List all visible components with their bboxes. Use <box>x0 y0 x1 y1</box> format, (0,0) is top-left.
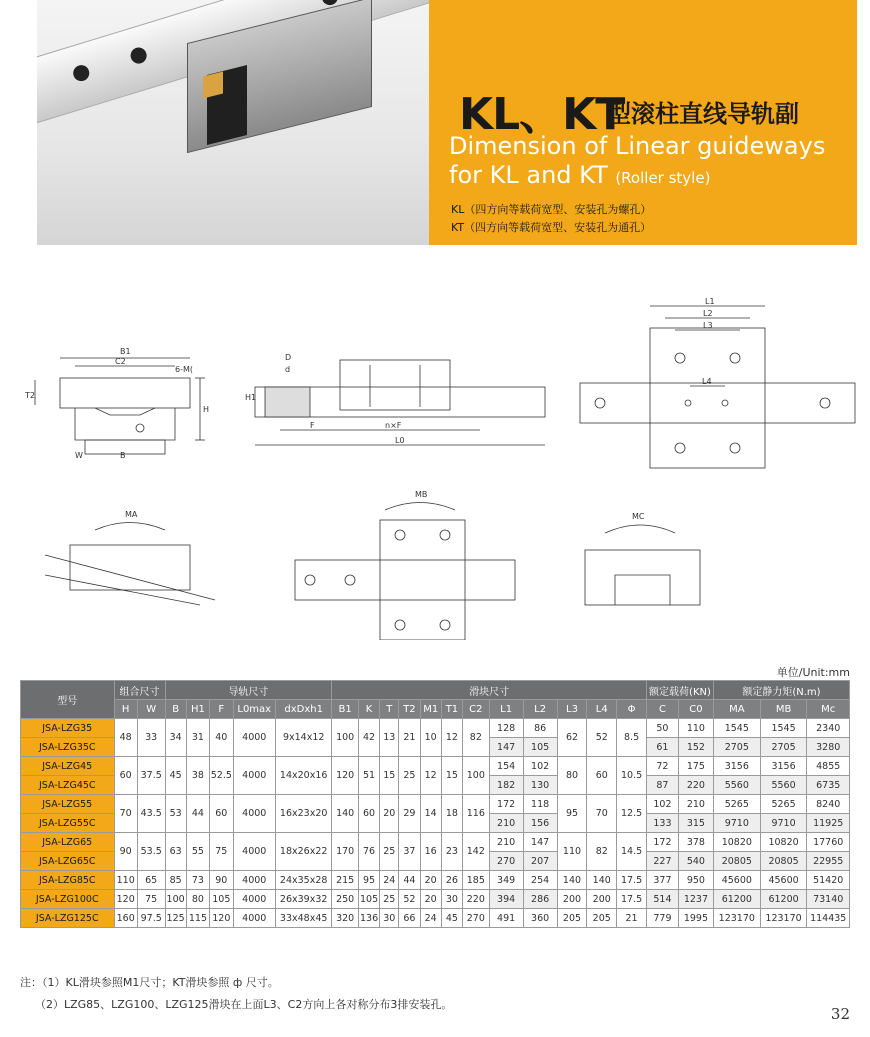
moment-ma-drawing <box>40 505 225 610</box>
th-sub: L2 <box>523 700 557 719</box>
th-sub: L0max <box>233 700 276 719</box>
th-sub: dxDxh1 <box>276 700 332 719</box>
table-cell: 82 <box>587 833 617 871</box>
table-cell: 200 <box>557 890 587 909</box>
label-d: D <box>285 353 292 362</box>
table-cell: 270 <box>489 852 523 871</box>
table-cell: 377 <box>647 871 679 890</box>
table-cell: 60 <box>114 757 137 795</box>
table-cell: 254 <box>523 871 557 890</box>
table-cell: 21 <box>399 719 420 757</box>
table-cell: 76 <box>358 833 379 871</box>
table-cell: 110 <box>557 833 587 871</box>
table-cell: 17.5 <box>617 871 647 890</box>
table-cell: 205 <box>587 909 617 928</box>
th-sub: MB <box>760 700 807 719</box>
table-cell: JSA-LZG35C <box>21 738 115 757</box>
table-cell: 140 <box>332 795 359 833</box>
table-cell: 80 <box>557 757 587 795</box>
table-cell: 52.5 <box>210 757 233 795</box>
label-nxf: n×F <box>385 421 402 430</box>
table-cell: 105 <box>523 738 557 757</box>
table-cell: 22955 <box>807 852 850 871</box>
th-sub: T <box>380 700 399 719</box>
table-cell: 286 <box>523 890 557 909</box>
table-cell: 102 <box>647 795 679 814</box>
table-cell: 25 <box>380 890 399 909</box>
table-cell: 172 <box>647 833 679 852</box>
table-cell: 17.5 <box>617 890 647 909</box>
table-cell: JSA-LZG35 <box>21 719 115 738</box>
table-cell: 51420 <box>807 871 850 890</box>
table-cell: 950 <box>678 871 713 890</box>
table-cell: 60 <box>210 795 233 833</box>
table-cell: 100 <box>165 890 186 909</box>
moment-mb-drawing <box>290 485 520 640</box>
table-cell: 60 <box>587 757 617 795</box>
table-cell: 53 <box>165 795 186 833</box>
table-cell: 44 <box>186 795 209 833</box>
table-cell: 25 <box>380 833 399 871</box>
table-cell: 120 <box>114 890 137 909</box>
table-cell: 33x48x45 <box>276 909 332 928</box>
table-cell: 15 <box>380 757 399 795</box>
table-cell: 9x14x12 <box>276 719 332 757</box>
table-cell: 140 <box>587 871 617 890</box>
table-cell: 4000 <box>233 757 276 795</box>
table-cell: 6735 <box>807 776 850 795</box>
table-cell: 2705 <box>713 738 760 757</box>
th-sub: L3 <box>557 700 587 719</box>
table-cell: 24x35x28 <box>276 871 332 890</box>
table-cell: 200 <box>587 890 617 909</box>
table-cell: 491 <box>489 909 523 928</box>
table-cell: 9710 <box>760 814 807 833</box>
table-cell: 30 <box>441 890 462 909</box>
th-sub: L4 <box>587 700 617 719</box>
table-cell: 114435 <box>807 909 850 928</box>
table-cell: 123170 <box>760 909 807 928</box>
table-cell: 128 <box>489 719 523 738</box>
table-cell: 30 <box>380 909 399 928</box>
table-cell: 110 <box>678 719 713 738</box>
table-cell: 90 <box>210 871 233 890</box>
label-l3: L3 <box>703 321 713 330</box>
table-cell: 20 <box>420 890 441 909</box>
table-cell: 205 <box>557 909 587 928</box>
table-cell: JSA-LZG65C <box>21 852 115 871</box>
table-cell: 31 <box>186 719 209 757</box>
table-cell: 154 <box>489 757 523 776</box>
table-cell: 42 <box>358 719 379 757</box>
table-cell: 48 <box>114 719 137 757</box>
th-group-moment: 额定静力矩(N.m) <box>713 681 849 700</box>
table-cell: 50 <box>647 719 679 738</box>
table-cell: 75 <box>137 890 165 909</box>
label-f: F <box>310 421 315 430</box>
table-cell: 70 <box>114 795 137 833</box>
table-cell: 73 <box>186 871 209 890</box>
table-cell: 15 <box>441 757 462 795</box>
table-cell: JSA-LZG100C <box>21 890 115 909</box>
th-sub: K <box>358 700 379 719</box>
table-cell: 65 <box>137 871 165 890</box>
table-cell: 20 <box>380 795 399 833</box>
table-cell: 1237 <box>678 890 713 909</box>
table-cell: 123170 <box>713 909 760 928</box>
table-cell: 53.5 <box>137 833 165 871</box>
table-cell: 210 <box>678 795 713 814</box>
table-cell: 45 <box>165 757 186 795</box>
label-mc: MC <box>632 512 645 521</box>
table-cell: 105 <box>210 890 233 909</box>
table-cell: 100 <box>463 757 490 795</box>
table-cell: 147 <box>523 833 557 852</box>
table-cell: 44 <box>399 871 420 890</box>
table-cell: 210 <box>489 814 523 833</box>
label-b1: B1 <box>120 347 131 356</box>
table-cell: 5265 <box>760 795 807 814</box>
table-cell: 26x39x32 <box>276 890 332 909</box>
table-cell: 4000 <box>233 909 276 928</box>
table-cell: 24 <box>380 871 399 890</box>
th-sub: W <box>137 700 165 719</box>
table-cell: 23 <box>441 833 462 871</box>
table-cell: 70 <box>587 795 617 833</box>
table-cell: 21 <box>617 909 647 928</box>
table-cell: 14.5 <box>617 833 647 871</box>
label-t2: T2 <box>25 391 35 400</box>
table-cell: 61 <box>647 738 679 757</box>
moment-mc-drawing <box>580 505 710 615</box>
page-title: KL、KT <box>459 89 625 140</box>
table-cell: JSA-LZG45C <box>21 776 115 795</box>
table-cell: 86 <box>523 719 557 738</box>
table-cell: 3280 <box>807 738 850 757</box>
label-mb: MB <box>415 490 428 499</box>
table-cell: 25 <box>399 757 420 795</box>
th-sub: H1 <box>186 700 209 719</box>
table-cell: 133 <box>647 814 679 833</box>
th-model: 型号 <box>21 681 115 719</box>
subtitle-en-line2: for KL and KT (Roller style) <box>449 161 711 189</box>
table-cell: 72 <box>647 757 679 776</box>
note-1: 注：（1）KL滑块参照M1尺寸；KT滑块参照 ф 尺寸。 <box>20 976 279 989</box>
th-sub: Φ <box>617 700 647 719</box>
th-sub: B1 <box>332 700 359 719</box>
table-cell: JSA-LZG125C <box>21 909 115 928</box>
label-l1: L1 <box>705 298 715 306</box>
label-l2: L2 <box>703 309 713 318</box>
spec-table <box>20 680 850 928</box>
table-cell: 52 <box>399 890 420 909</box>
table-cell: 20805 <box>713 852 760 871</box>
table-cell: 102 <box>523 757 557 776</box>
table-cell: 95 <box>358 871 379 890</box>
th-sub: T2 <box>399 700 420 719</box>
table-cell: 5560 <box>760 776 807 795</box>
table-cell: 105 <box>358 890 379 909</box>
table-cell: 156 <box>523 814 557 833</box>
table-cell: 220 <box>463 890 490 909</box>
label-d-small: d <box>285 365 291 374</box>
table-cell: 1545 <box>760 719 807 738</box>
table-cell: 136 <box>358 909 379 928</box>
table-cell: 61200 <box>760 890 807 909</box>
table-cell: 24 <box>420 909 441 928</box>
spec-table-body <box>21 719 850 928</box>
table-cell: 45600 <box>713 871 760 890</box>
table-cell: 2340 <box>807 719 850 738</box>
table-cell: 26 <box>441 871 462 890</box>
th-sub: H <box>114 700 137 719</box>
label-l0: L0 <box>395 436 405 445</box>
table-cell: 207 <box>523 852 557 871</box>
table-cell: 18x26x22 <box>276 833 332 871</box>
table-cell: 215 <box>332 871 359 890</box>
table-cell: 10820 <box>713 833 760 852</box>
label-b: B <box>120 451 126 460</box>
table-cell: 37 <box>399 833 420 871</box>
table-cell: 320 <box>332 909 359 928</box>
th-sub: B <box>165 700 186 719</box>
table-cell: 16x23x20 <box>276 795 332 833</box>
th-sub: C2 <box>463 700 490 719</box>
th-sub: M1 <box>420 700 441 719</box>
table-cell: 16 <box>420 833 441 871</box>
table-cell: 1545 <box>713 719 760 738</box>
table-cell: 4000 <box>233 871 276 890</box>
table-cell: 4000 <box>233 719 276 757</box>
table-cell: 82 <box>463 719 490 757</box>
th-group-combo: 组合尺寸 <box>114 681 165 700</box>
subheader-row <box>21 700 850 719</box>
table-cell: 55 <box>186 833 209 871</box>
table-cell: 85 <box>165 871 186 890</box>
table-cell: 52 <box>587 719 617 757</box>
note-2: （2）LZG85、LZG100、LZG125滑块在上面L3、C2方向上各对称分布3排安装孔。 <box>35 998 453 1011</box>
table-cell: JSA-LZG65 <box>21 833 115 852</box>
table-cell: 5560 <box>713 776 760 795</box>
table-cell: 349 <box>489 871 523 890</box>
th-sub: F <box>210 700 233 719</box>
table-cell: 140 <box>557 871 587 890</box>
table-cell: 20805 <box>760 852 807 871</box>
table-cell: 4855 <box>807 757 850 776</box>
subtitle-en-line1: Dimension of Linear guideways <box>449 132 826 160</box>
th-sub: Mc <box>807 700 850 719</box>
table-row <box>21 795 850 814</box>
table-row <box>21 890 850 909</box>
table-cell: 378 <box>678 833 713 852</box>
side-view-drawing <box>230 345 550 465</box>
table-row <box>21 719 850 738</box>
table-cell: 17760 <box>807 833 850 852</box>
table-cell: 97.5 <box>137 909 165 928</box>
label-c2: C2 <box>115 357 126 366</box>
th-group-load: 额定载荷(KN) <box>647 681 714 700</box>
table-cell: 14x20x16 <box>276 757 332 795</box>
table-cell: 38 <box>186 757 209 795</box>
table-cell: 142 <box>463 833 490 871</box>
note-kt: KT（四方向等载荷宽型、安装孔为通孔） <box>451 221 652 234</box>
table-cell: 185 <box>463 871 490 890</box>
table-cell: 172 <box>489 795 523 814</box>
table-cell: 100 <box>332 719 359 757</box>
table-cell: 80 <box>186 890 209 909</box>
label-6m: 6-M( <box>175 365 193 374</box>
table-cell: 227 <box>647 852 679 871</box>
table-cell: 43.5 <box>137 795 165 833</box>
table-row <box>21 757 850 776</box>
table-cell: 4000 <box>233 833 276 871</box>
table-cell: 182 <box>489 776 523 795</box>
table-cell: JSA-LZG45 <box>21 757 115 776</box>
table-cell: 12 <box>441 719 462 757</box>
table-cell: 11925 <box>807 814 850 833</box>
table-cell: 160 <box>114 909 137 928</box>
table-cell: 37.5 <box>137 757 165 795</box>
note-kl: KL（四方向等载荷宽型、安装孔为螺孔） <box>451 203 652 216</box>
table-cell: 315 <box>678 814 713 833</box>
title-panel <box>429 0 857 245</box>
table-cell: 20 <box>420 871 441 890</box>
table-cell: 18 <box>441 795 462 833</box>
table-cell: 110 <box>114 871 137 890</box>
table-cell: 87 <box>647 776 679 795</box>
notes <box>20 972 452 1016</box>
table-cell: 250 <box>332 890 359 909</box>
label-w: W <box>75 451 83 460</box>
table-cell: 73140 <box>807 890 850 909</box>
table-row <box>21 833 850 852</box>
table-cell: 115 <box>186 909 209 928</box>
th-sub: C0 <box>678 700 713 719</box>
table-row <box>21 871 850 890</box>
page-number: 32 <box>830 1005 850 1023</box>
table-cell: 118 <box>523 795 557 814</box>
table-cell: 130 <box>523 776 557 795</box>
table-cell: JSA-LZG55C <box>21 814 115 833</box>
table-cell: 360 <box>523 909 557 928</box>
top-view-drawing <box>575 298 860 473</box>
table-cell: 34 <box>165 719 186 757</box>
table-cell: 45600 <box>760 871 807 890</box>
table-cell: 125 <box>165 909 186 928</box>
table-cell: 66 <box>399 909 420 928</box>
table-cell: 152 <box>678 738 713 757</box>
table-cell: 40 <box>210 719 233 757</box>
table-cell: 3156 <box>760 757 807 776</box>
table-cell: 33 <box>137 719 165 757</box>
table-cell: 540 <box>678 852 713 871</box>
table-cell: 75 <box>210 833 233 871</box>
table-cell: 4000 <box>233 795 276 833</box>
th-sub: C <box>647 700 679 719</box>
table-cell: 175 <box>678 757 713 776</box>
table-cell: 10820 <box>760 833 807 852</box>
table-cell: 210 <box>489 833 523 852</box>
table-cell: 10.5 <box>617 757 647 795</box>
table-cell: 63 <box>165 833 186 871</box>
table-cell: 45 <box>441 909 462 928</box>
table-cell: 12 <box>420 757 441 795</box>
table-cell: 10 <box>420 719 441 757</box>
th-sub: MA <box>713 700 760 719</box>
table-cell: 29 <box>399 795 420 833</box>
table-cell: 220 <box>678 776 713 795</box>
table-cell: 13 <box>380 719 399 757</box>
table-cell: 3156 <box>713 757 760 776</box>
label-l4: L4 <box>702 377 712 386</box>
table-cell: 2705 <box>760 738 807 757</box>
table-cell: 116 <box>463 795 490 833</box>
table-cell: 514 <box>647 890 679 909</box>
table-cell: 270 <box>463 909 490 928</box>
th-sub: L1 <box>489 700 523 719</box>
table-cell: 9710 <box>713 814 760 833</box>
th-sub: T1 <box>441 700 462 719</box>
table-cell: 12.5 <box>617 795 647 833</box>
table-cell: 61200 <box>713 890 760 909</box>
page-title-cn: 型滚柱直线导轨副 <box>607 100 799 128</box>
table-cell: 1995 <box>678 909 713 928</box>
label-h1: H1 <box>245 393 257 402</box>
table-cell: 120 <box>210 909 233 928</box>
product-photo <box>37 0 429 245</box>
th-group-rail: 导轨尺寸 <box>165 681 332 700</box>
table-cell: 60 <box>358 795 379 833</box>
table-cell: 5265 <box>713 795 760 814</box>
table-cell: 4000 <box>233 890 276 909</box>
front-view-drawing <box>25 340 220 465</box>
label-h: H <box>203 405 210 414</box>
label-ma: MA <box>125 510 138 519</box>
table-cell: 51 <box>358 757 379 795</box>
table-cell: 62 <box>557 719 587 757</box>
table-cell: 95 <box>557 795 587 833</box>
th-group-block: 滑块尺寸 <box>332 681 647 700</box>
table-cell: 90 <box>114 833 137 871</box>
table-cell: 120 <box>332 757 359 795</box>
table-cell: JSA-LZG85C <box>21 871 115 890</box>
table-cell: 170 <box>332 833 359 871</box>
table-cell: 394 <box>489 890 523 909</box>
unit-label: 单位/Unit:mm <box>776 666 850 679</box>
table-cell: 8240 <box>807 795 850 814</box>
table-cell: 14 <box>420 795 441 833</box>
table-cell: 779 <box>647 909 679 928</box>
table-row <box>21 909 850 928</box>
table-cell: 147 <box>489 738 523 757</box>
table-cell: JSA-LZG55 <box>21 795 115 814</box>
table-cell: 8.5 <box>617 719 647 757</box>
